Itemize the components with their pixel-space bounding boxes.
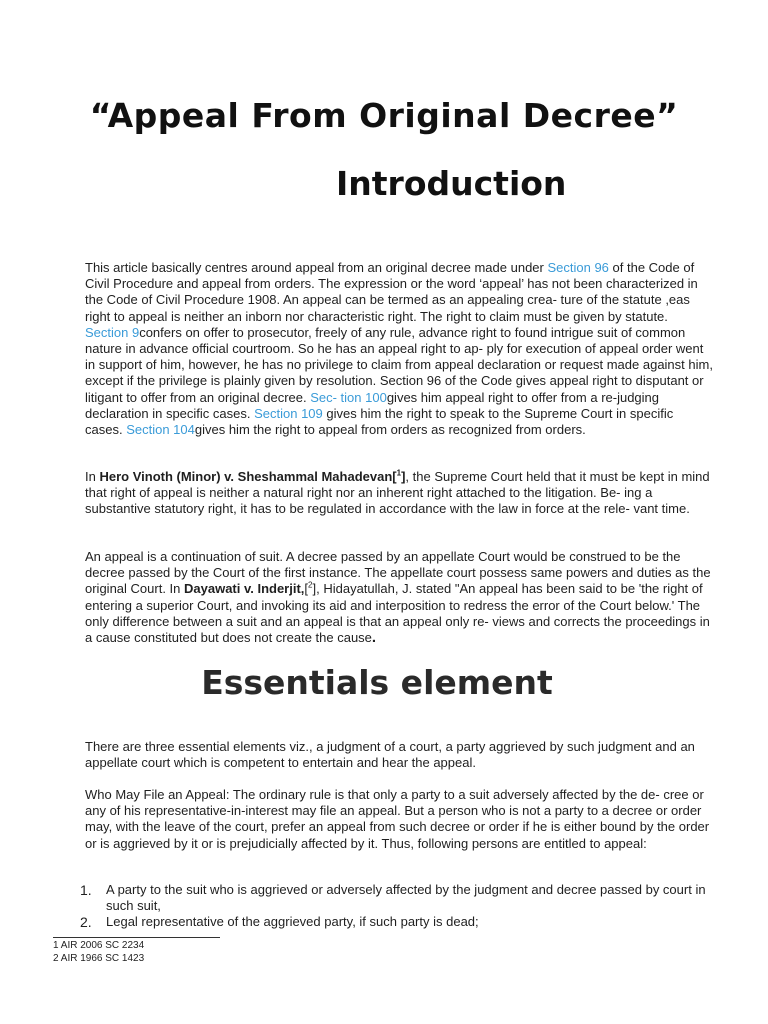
footnotes bbox=[53, 939, 144, 965]
list-item bbox=[80, 882, 716, 914]
intro-paragraph-2 bbox=[85, 469, 713, 518]
text-run: This article basically centres around appeal from an original decree made under bbox=[85, 260, 548, 275]
appellants-list bbox=[80, 882, 716, 931]
case-name-hero-vinoth: Hero Vinoth (Minor) v. Sheshammal Mahadevan[ bbox=[99, 469, 397, 484]
final-period: . bbox=[371, 629, 377, 647]
text-run: In bbox=[85, 469, 100, 484]
text-run: confers on offer to prosecutor, freely of any rule, advance right to found intrigue suit of common nature in advance official courtroom. So he has an appeal right to ap- ply for execution of appeal order went in support of him, however, he has no privilege to claim from appeal declaration or request made against him, except if the privilege is plainly given by resolution. Section 96 of the Code gives appeal right to disputant or litigant to offer from an original decree. bbox=[85, 324, 713, 405]
text-run: An appeal is a continuation of suit. A decree passed by an appellate Court would be construed to be the decree passed by the Court of the first instance. The appellate court possess same powers and duties as the original Court. In bbox=[85, 549, 711, 597]
list-item bbox=[80, 914, 716, 930]
text-run: gives him the right to speak to the Supreme Court in specific cases. bbox=[85, 405, 674, 438]
list-item-text: A party to the suit who is aggrieved or adversely affected by the judgment and decree passed by court in such suit, bbox=[106, 882, 706, 914]
link-section-104[interactable]: Section 104 bbox=[126, 422, 195, 438]
essentials-paragraph-1: There are three essential elements viz., a judgment of a court, a party aggrieved by such judgment and an appellate court which is competent to entertain and hear the appeal. bbox=[85, 739, 695, 771]
intro-paragraph-3 bbox=[85, 549, 713, 646]
bracket-open: [ bbox=[304, 581, 309, 597]
document-title: “Appeal From Original Decree” bbox=[89, 96, 679, 135]
link-section-9[interactable]: Section 9 bbox=[85, 324, 140, 340]
link-section-109[interactable]: Section 109 bbox=[254, 405, 323, 421]
list-number: 2. bbox=[80, 914, 92, 931]
introduction-heading: Introduction bbox=[336, 164, 567, 203]
link-section-100[interactable]: Sec- tion 100 bbox=[310, 389, 387, 405]
bracket-close: ] bbox=[401, 469, 406, 484]
footnote-ref-2[interactable]: 2 bbox=[308, 581, 313, 591]
link-section-96[interactable]: Section 96 bbox=[547, 260, 609, 275]
list-number: 1. bbox=[80, 882, 92, 898]
essentials-heading: Essentials element bbox=[201, 663, 553, 702]
footnote-2: 2 AIR 1966 SC 1423 bbox=[53, 953, 145, 964]
footnote-separator bbox=[53, 937, 220, 938]
footnote-1: 1 AIR 2006 SC 2234 bbox=[53, 940, 145, 951]
footnote-ref-1[interactable]: 1 bbox=[396, 468, 402, 478]
text-run: gives him the right to appeal from orders as recognized from orders. bbox=[194, 422, 586, 438]
text-run: ], Hidayatullah, J. stated "An appeal has been said to be 'the right of entering a superior Court, and invoking its aid and interposition to redress the error of the Court below.' The only difference between a suit and an appeal is that an appeal only re- views and corrects the proceedings in a cause constituted but does not create the cause bbox=[85, 581, 710, 646]
intro-paragraph-1 bbox=[85, 260, 713, 438]
list-item-text: Legal representative of the aggrieved party, if such party is dead; bbox=[106, 914, 479, 930]
text-run: of the Code of Civil Procedure and appeal from orders. The expression or the word ‘appeal’ has not been characterized in the Code of Civil Procedure 1908. An appeal can be termed as an appealing crea- ture of the statute ,eas right to appeal is neither an inborn nor characteristic right. The right to claim must be given by statute. bbox=[85, 260, 698, 324]
text-run: , the Supreme Court held that it must be kept in mind that right of appeal is neither a natural right nor an inherent right attached to the litigation. Be- ing a substantive statutory right, it has to be regulated in accordance with the law in force at the rele- vant time. bbox=[85, 469, 710, 517]
text-run: gives him appeal right to offer from a re-judging declaration in specific cases. bbox=[85, 389, 660, 421]
case-name-dayawati: Dayawati v. Inderjit, bbox=[184, 581, 305, 597]
who-may-appeal-paragraph: Who May File an Appeal: The ordinary rule is that only a party to a suit adversely affected by the de- cree or any of his representative-in-interest may file an appeal. But a person who is not a party to a decree or order may, with the leave of the court, prefer an appeal from such decree or order if he is either bound by the order or is aggrieved by it or is prejudicially affected by it. Thus, following persons are entitled to appeal: bbox=[85, 787, 710, 851]
